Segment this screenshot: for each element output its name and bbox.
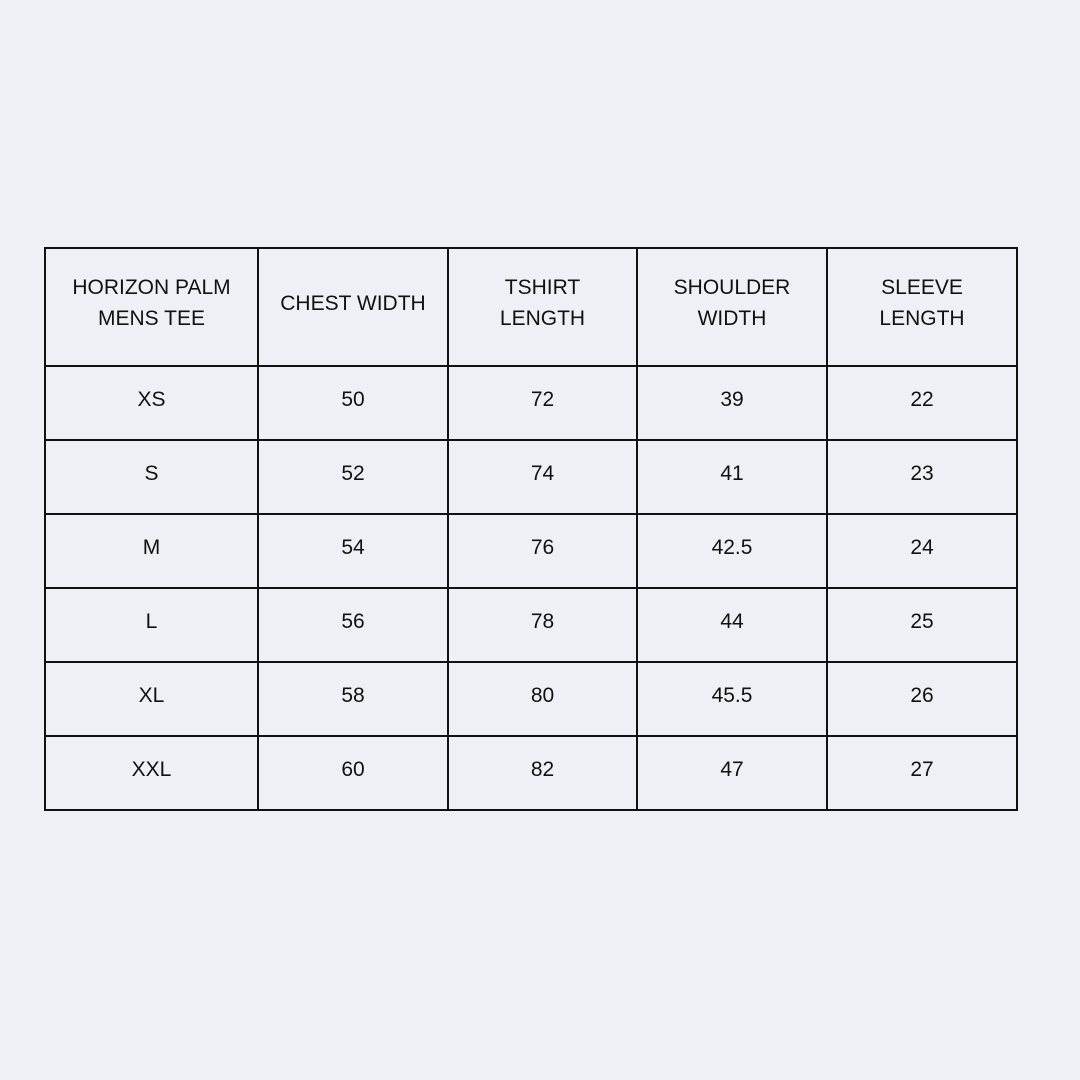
header-line: LENGTH — [879, 307, 965, 330]
sleeve-length-cell: 23 — [827, 440, 1017, 514]
table-row — [45, 366, 1017, 440]
chest-width-cell: 56 — [258, 588, 448, 662]
size-cell: S — [45, 440, 258, 514]
tshirt-length-cell: 74 — [448, 440, 637, 514]
header-chest-width — [258, 248, 448, 366]
chest-width-cell: 58 — [258, 662, 448, 736]
header-line: SHOULDER — [673, 276, 791, 299]
header-line: LENGTH — [499, 307, 586, 330]
header-shoulder-width — [637, 248, 827, 366]
size-cell: L — [45, 588, 258, 662]
shoulder-width-cell: 41 — [637, 440, 827, 514]
header-row — [45, 248, 1017, 366]
header-product-name — [45, 248, 258, 366]
table-row — [45, 588, 1017, 662]
tshirt-length-cell: 76 — [448, 514, 637, 588]
table-row — [45, 514, 1017, 588]
shoulder-width-cell: 42.5 — [637, 514, 827, 588]
tshirt-length-cell: 80 — [448, 662, 637, 736]
sleeve-length-cell: 26 — [827, 662, 1017, 736]
header-sleeve-length — [827, 248, 1017, 366]
sleeve-length-cell: 25 — [827, 588, 1017, 662]
header-line: CHEST WIDTH — [280, 291, 426, 315]
header-line: SLEEVE — [881, 276, 963, 299]
chest-width-cell: 52 — [258, 440, 448, 514]
header-line: MENS TEE — [98, 307, 205, 330]
chest-width-cell: 50 — [258, 366, 448, 440]
header-line: WIDTH — [697, 307, 767, 330]
header-tshirt-length — [448, 248, 637, 366]
sleeve-length-cell: 24 — [827, 514, 1017, 588]
shoulder-width-cell: 47 — [637, 736, 827, 810]
sleeve-length-cell: 22 — [827, 366, 1017, 440]
shoulder-width-cell: 44 — [637, 588, 827, 662]
header-line: HORIZON PALM — [72, 276, 231, 299]
tshirt-length-cell: 72 — [448, 366, 637, 440]
tshirt-length-cell: 82 — [448, 736, 637, 810]
chest-width-cell: 60 — [258, 736, 448, 810]
sleeve-length-cell: 27 — [827, 736, 1017, 810]
chest-width-cell: 54 — [258, 514, 448, 588]
size-cell: XS — [45, 366, 258, 440]
table-row — [45, 662, 1017, 736]
table-row — [45, 440, 1017, 514]
shoulder-width-cell: 39 — [637, 366, 827, 440]
size-chart-table — [44, 247, 1018, 811]
size-cell: M — [45, 514, 258, 588]
table-row — [45, 736, 1017, 810]
size-cell: XXL — [45, 736, 258, 810]
shoulder-width-cell: 45.5 — [637, 662, 827, 736]
size-cell: XL — [45, 662, 258, 736]
header-line: TSHIRT — [504, 276, 581, 299]
tshirt-length-cell: 78 — [448, 588, 637, 662]
